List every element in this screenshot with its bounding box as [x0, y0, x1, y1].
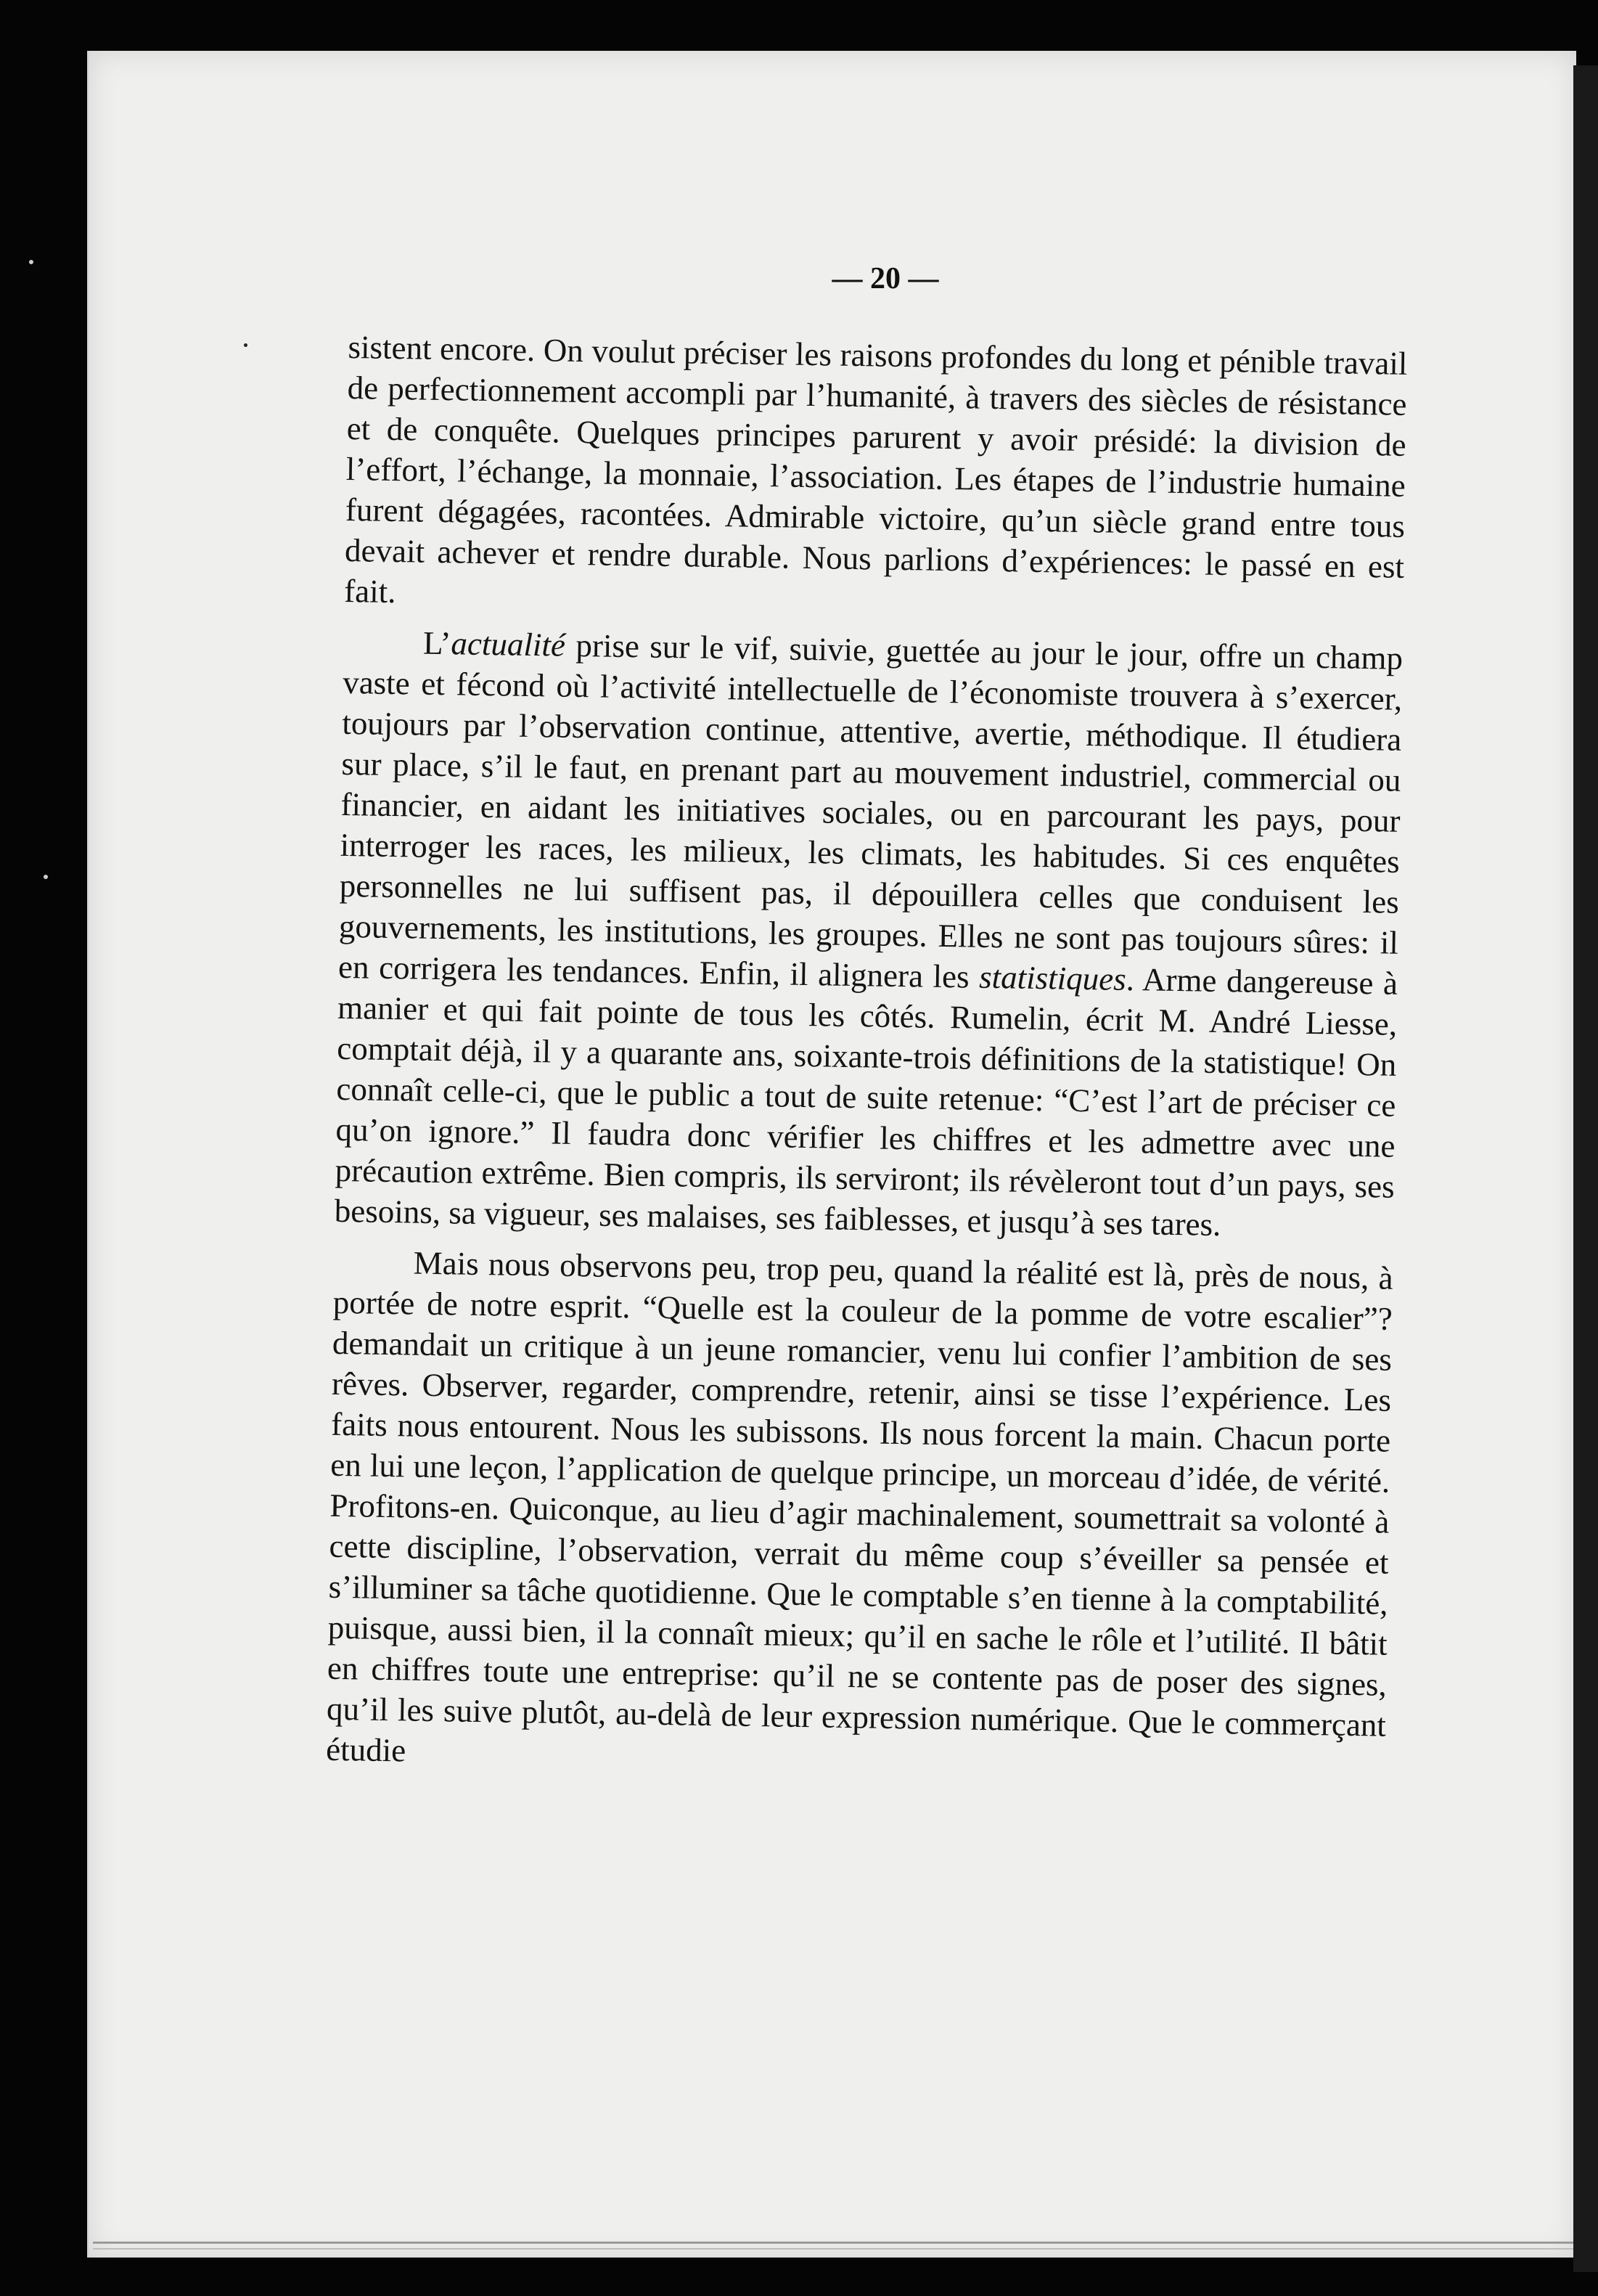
paragraph-2-italic-actualite: actualité	[451, 625, 566, 663]
paragraph-2-text-a: L’	[422, 624, 451, 662]
scan-speck	[44, 875, 48, 879]
page-edge-shadow	[1573, 65, 1598, 2272]
scan-speck	[244, 343, 247, 347]
paragraph-2-text-c: . Arme dangereuse à manier et qui fait pointe de tous les côtés. Rumelin, écrit M. André Liesse, comptait déjà, il y a quarante ans, soixante-trois définitions de la statistique! On connaît celle-ci, que le public a tout de suite retenue: “C’est l’art de préciser ce qu’on ignore.” Il faudra donc vérifier les chiffres et les admettre avec une précaution extrême. Bien compris, ils serviront; ils révèleront tout d’un pays, ses besoins, sa vigueur, ses malaises, ses faiblesses, et jusqu’à ses tares.	[334, 960, 1398, 1243]
scan-speck	[29, 260, 33, 264]
page-bottom-edge	[93, 2242, 1573, 2244]
page-number: — 20 —	[832, 262, 939, 295]
page-bottom-edge-inner	[93, 2248, 1573, 2250]
paragraph-2	[334, 621, 1403, 1248]
paragraph-2-italic-statistiques: statistiques	[978, 958, 1127, 997]
paragraph-2-text-b: prise sur le vif, suivie, guettée au jour le jour, offre un champ vaste et fécond où l’activité intellectuelle de l’économiste trouvera à s’exercer, toujours par l’observation continue, attentive, avertie, méthodique. Il étudiera sur place, s’il le faut, en prenant part au mouvement industriel, commercial ou financier, en aidant les initiatives sociales, ou en parcourant les pays, pour interroger les races, les milieux, les climats, les habitudes. Si ces enquêtes personnelles ne lui suffisent pas, il dépouillera celles que conduisent les gouvernements, les institutions, les groupes. Elles ne sont pas toujours sûres: il en corrigera les tendances. Enfin, il alignera les	[337, 626, 1404, 995]
paragraph-3-text: Mais nous observons peu, trop peu, quand la réalité est là, près de nous, à portée de notre esprit. “Quelle est la couleur de la pomme de votre escalier”? demandait un critique à un jeune romancier, venu lui confier l’ambition de ses rêves. Observer, regarder, comprendre, retenir, ainsi se tisse l’expérience. Les faits nous entourent. Nous les subissons. Ils nous forcent la main. Chacun porte en lui une leçon, l’application de quelque principe, un morceau d’idée, de vérité. Profitons-en. Quiconque, au lieu d’agir machinalement, soumettrait sa volonté à cette discipline, l’observation, verrait du même coup s’éveiller sa pensée et s’illuminer sa tâche quotidienne. Que le comptable s’en tienne à la comptabilité, puisque, aussi bien, il la connaît mieux; qu’il en sache le rôle et l’utilité. Il bâtit en chiffres toute une entreprise: qu’il ne se contente pas de poser des signes, qu’il les suive plutôt, au-delà de leur expression numérique. Que le commerçant étudie	[325, 1244, 1393, 1769]
paragraph-1	[344, 327, 1408, 628]
paragraph-3	[326, 1241, 1393, 1786]
body-text	[326, 327, 1408, 1797]
paragraph-1-text: sistent encore. On voulut préciser les raisons profondes du long et pénible travail de perfectionnement accompli par l’humanité, à travers des siècles de résistance et de conquête. Quelques principes parurent y avoir présidé: la division de l’effort, l’échange, la monnaie, l’association. Les étapes de l’industrie humaine furent dégagées, racontées. Admirable victoire, qu’un siècle grand entre tous devait achever et rendre durable. Nous parlions d’expériences: le passé en est fait.	[343, 328, 1408, 610]
